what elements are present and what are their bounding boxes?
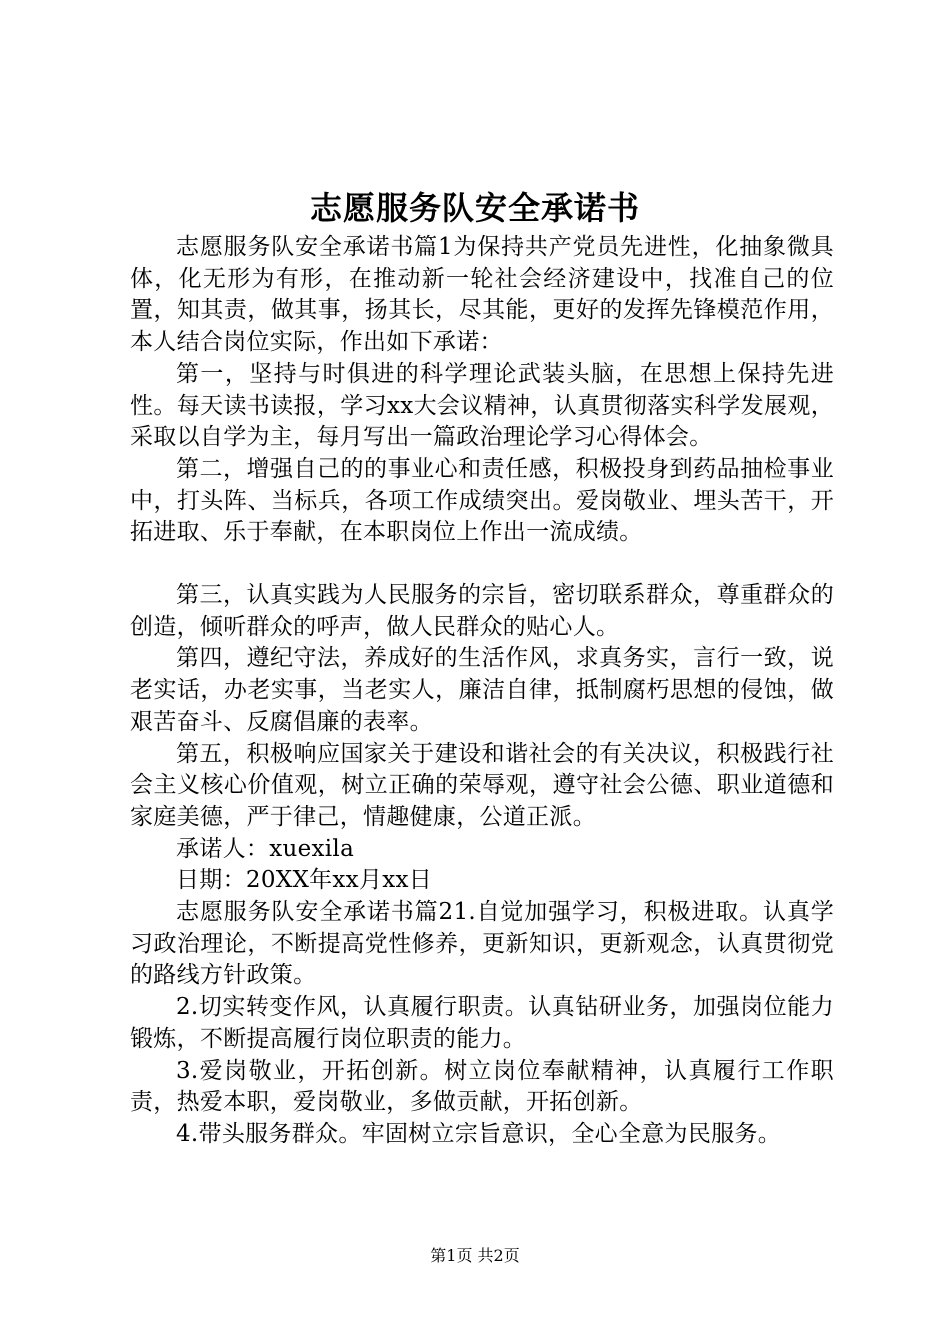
- paragraph-signer: 承诺人：xuexila: [176, 835, 355, 862]
- paragraph-part2-item1: 志愿服务队安全承诺书篇21.自觉加强学习，积极进取。认真学习政治理论，不断提高党性修养，更新知识，更新观念，认真贯彻党的路线方针政策。: [130, 899, 834, 989]
- paragraph-part2-item2: 2.切实转变作风，认真履行职责。认真钻研业务，加强岗位能力锻炼，不断提高履行岗位职责的能力。: [130, 994, 834, 1052]
- paragraph-first: 第一，坚持与时俱进的科学理论武装头脑，在思想上保持先进性。每天读书读报，学习xx大会议精神，认真贯彻落实科学发展观，采取以自学为主，每月写出一篇政治理论学习心得体会。: [130, 360, 834, 451]
- paragraph-second: 第二，增强自己的的事业心和责任感，积极投身到药品抽检事业中，打头阵、当标兵，各项工作成绩突出。爱岗敬业、埋头苦干，开拓进取、乐于奉献，在本职岗位上作出一流成绩。: [130, 455, 834, 546]
- paragraph-part2-item4: 4.带头服务群众。牢固树立宗旨意识，全心全意为民服务。: [176, 1120, 782, 1147]
- paragraph-fifth: 第五，积极响应国家关于建设和谐社会的有关决议，积极践行社会主义核心价值观，树立正确的荣辱观，遵守社会公德、职业道德和家庭美德，严于律己，情趣健康，公道正派。: [130, 740, 834, 830]
- paragraph-part2-item3: 3.爱岗敬业，开拓创新。树立岗位奉献精神，认真履行工作职责，热爱本职，爱岗敬业，多做贡献，开拓创新。: [130, 1057, 834, 1116]
- document-body: [130, 232, 834, 1151]
- paragraph-fourth: 第四，遵纪守法，养成好的生活作风，求真务实，言行一致，说老实话，办老实事，当老实人，廉洁自律，抵制腐朽思想的侵蚀，做艰苦奋斗、反腐倡廉的表率。: [130, 645, 834, 735]
- paragraph-third: 第三，认真实践为人民服务的宗旨，密切联系群众，尊重群众的创造，倾听群众的呼声，做人民群众的贴心人。: [130, 582, 834, 640]
- page-footer: 第1页 共2页: [430, 1246, 520, 1265]
- paragraph-intro: 志愿服务队安全承诺书篇1为保持共产党员先进性，化抽象微具体，化无形为有形，在推动新一轮社会经济建设中，找准自己的位置，知其责，做其事，扬其长，尽其能，更好的发挥先锋模范作用，本人结合岗位实际，作出如下承诺：: [130, 234, 834, 356]
- paragraph-date: 日期：20XX年xx月xx日: [176, 867, 433, 894]
- document-title: 志愿服务队安全承诺书: [309, 189, 640, 227]
